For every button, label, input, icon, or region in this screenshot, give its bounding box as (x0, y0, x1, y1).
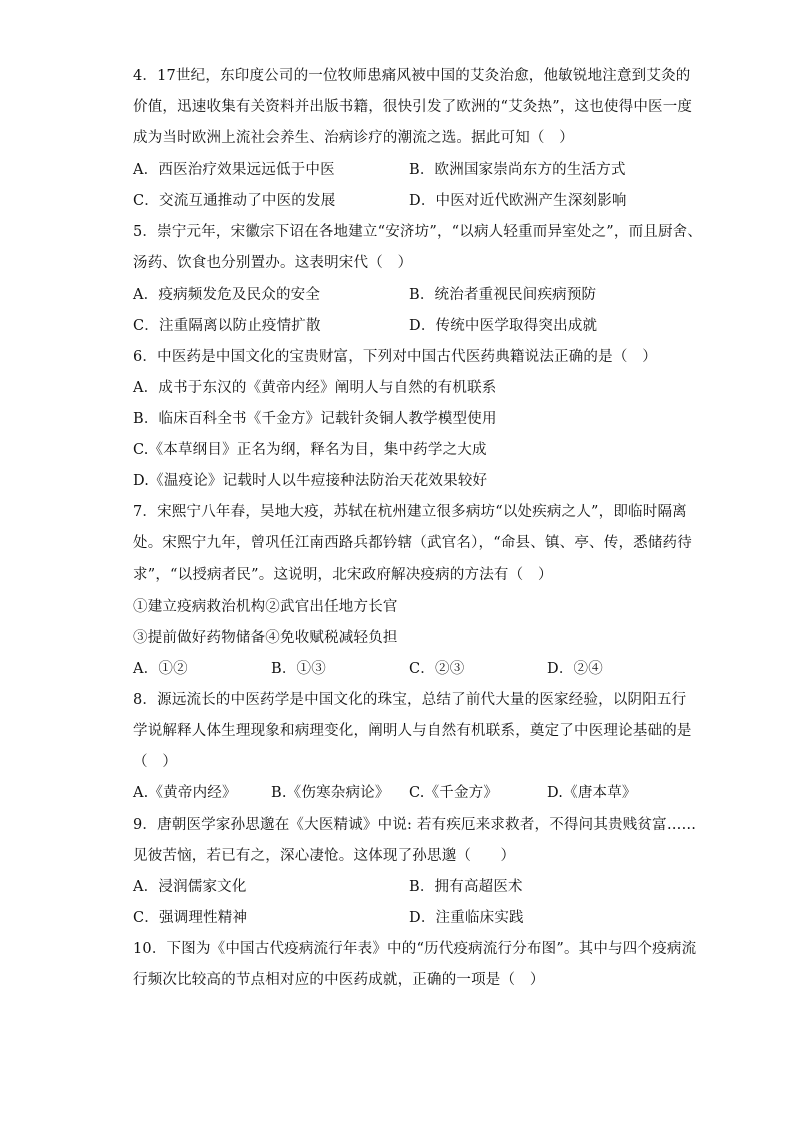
q7-stem-line-3: 求”，“以授病者民”。这说明，北宋政府解决疫病的方法有（ ） (133, 567, 553, 583)
q6-option-b: B．临床百科全书《千金方》记载针灸铜人教学模型使用 (133, 411, 497, 427)
q7-option-a: A．①② (133, 661, 188, 677)
q4-option-b: B．欧洲国家崇尚东方的生活方式 (409, 162, 626, 178)
q6-option-a: A．成书于东汉的《黄帝内经》阐明人与自然的有机联系 (133, 380, 497, 396)
q4-stem-line-3: 成为当时欧洲上流社会养生、治病诊疗的潮流之选。据此可知（ ） (133, 130, 574, 146)
q5-option-d: D．传统中医学取得突出成就 (409, 318, 598, 334)
q5-stem-line-2: 汤药、饮食也分别置办。这表明宋代（ ） (133, 255, 413, 271)
q4-option-c: C．交流互通推动了中医的发展 (133, 193, 336, 209)
q8-stem-line-2: 学说解释人体生理现象和病理变化，阐明人与自然有机联系，奠定了中医理论基础的是 (133, 723, 692, 739)
q4-stem-line-2: 价值，迅速收集有关资料并出版书籍，很快引发了欧洲的“艾灸热”，这也使得中医一度 (133, 99, 693, 115)
q8-option-a: A.《黄帝内经》 (133, 785, 237, 801)
q7-option-d: D．②④ (547, 661, 603, 677)
q10-stem-line-1: 10．下图为《中国古代疫病流行年表》中的“历代疫病流行分布图”。其中与四个疫病流 (133, 941, 697, 957)
q7-stem-line-1: 7．宋熙宁八年春，吴地大疫，苏轼在杭州建立很多病坊“以处疾病之人”，即临时隔离 (133, 504, 687, 520)
q4-option-a: A．西医治疗效果远远低于中医 (133, 162, 335, 178)
q10-stem-line-2: 行频次比较高的节点相对应的中医药成就，正确的一项是（ ） (133, 972, 545, 988)
q6-option-c: C.《本草纲目》正名为纲，释名为目，集中药学之大成 (133, 442, 487, 458)
q5-stem-line-1: 5．崇宁元年，宋徽宗下诏在各地建立“安济坊”，“以病人轻重而异室处之”，而且厨舍、 (133, 224, 703, 240)
q9-option-c: C．强调理性精神 (133, 910, 248, 926)
q7-stem-line-2: 处。宋熙宁九年，曾巩任江南西路兵都钤辖（武官名），“命县、镇、亭、传，悉储药待 (133, 535, 692, 551)
q5-option-b: B．统治者重视民间疾病预防 (409, 287, 597, 303)
q8-option-b: B.《伤寒杂病论》 (271, 785, 390, 801)
q9-stem-line-2: 见彼苦恼，若已有之，深心凄怆。这体现了孙思邈（ ） (133, 848, 516, 864)
q9-option-a: A．浸润儒家文化 (133, 879, 247, 895)
q6-option-d: D.《温疫论》记载时人以牛痘接种法防治天花效果较好 (133, 473, 488, 489)
q8-stem-line-3: （ ） (133, 754, 178, 770)
q5-option-c: C．注重隔离以防止疫情扩散 (133, 318, 321, 334)
q5-option-a: A．疫病频发危及民众的安全 (133, 287, 321, 303)
q8-option-d: D.《唐本草》 (547, 785, 637, 801)
q6-stem-line-1: 6．中医药是中国文化的宝贵财富，下列对中国古代医药典籍说法正确的是（ ） (133, 349, 657, 365)
q8-option-c: C.《千金方》 (409, 785, 499, 801)
q7-item-line-2: ③提前做好药物储备④免收赋税减轻负担 (133, 630, 398, 646)
q7-option-b: B．①③ (271, 661, 326, 677)
q4-stem-line-1: 4．17世纪，东印度公司的一位牧师患痛风被中国的艾灸治愈，他敏锐地注意到艾灸的 (133, 68, 691, 84)
q9-stem-line-1: 9．唐朝医学家孙思邈在《大医精诚》中说: 若有疾厄来求救者，不得问其贵贱贫富…… (133, 817, 697, 833)
q8-stem-line-1: 8．源远流长的中医药学是中国文化的珠宝，总结了前代大量的医家经验，以阴阳五行 (133, 692, 687, 708)
q7-option-c: C．②③ (409, 661, 465, 677)
q7-item-line-1: ①建立疫病救治机构②武官出任地方长官 (133, 599, 398, 615)
q4-option-d: D．中医对近代欧洲产生深刻影响 (409, 193, 627, 209)
q9-option-b: B．拥有高超医术 (409, 879, 523, 895)
q9-option-d: D．注重临床实践 (409, 910, 524, 926)
